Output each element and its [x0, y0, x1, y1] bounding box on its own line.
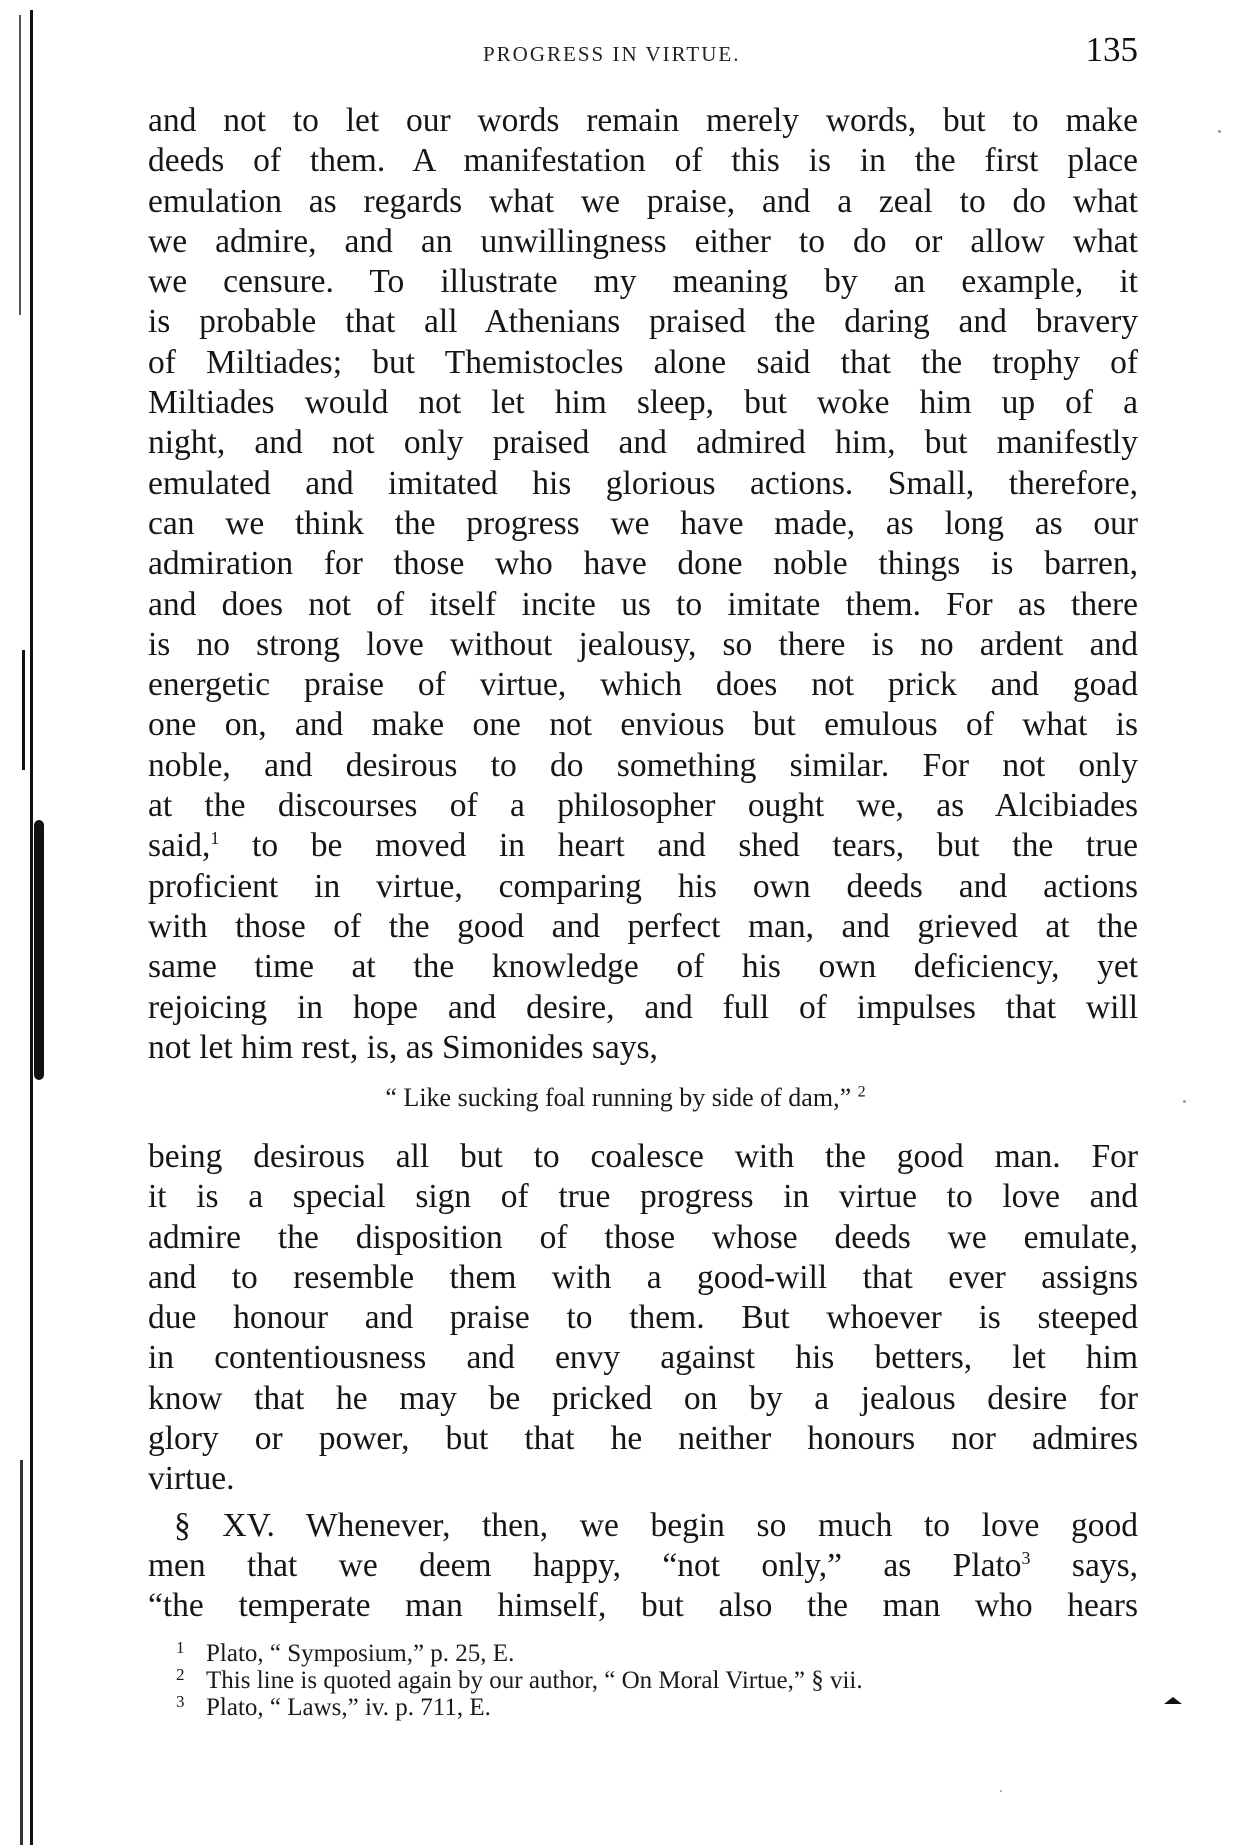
scan-speck	[1218, 130, 1221, 133]
text-line: it is a special sign of true progress in virtue to love and	[148, 1178, 1138, 1216]
text-line: energetic praise of virtue, which does not prick and goad	[148, 666, 1138, 704]
footnote-text: Plato, “ Laws,” iv. p. 711, E.	[206, 1694, 491, 1721]
text-line: one on, and make one not envious but emulous of what is	[148, 706, 1138, 744]
text-line: glory or power, but that he neither honours nor admires	[148, 1420, 1138, 1458]
running-title: PROGRESS IN VIRTUE.	[483, 42, 741, 66]
text-line: we censure. To illustrate my meaning by an example, it	[148, 263, 1138, 301]
text-line: Miltiades would not let him sleep, but woke him up of a	[148, 384, 1138, 422]
text-line: of Miltiades; but Themistocles alone said that the trophy of	[148, 343, 1138, 381]
text-line: and to resemble them with a good-will that ever assigns	[148, 1258, 1138, 1296]
footnote-number: 1	[176, 1638, 185, 1657]
text-line: virtue.	[148, 1460, 235, 1498]
text-line	[148, 1546, 1138, 1586]
text-line: emulation as regards what we praise, and a zeal to do what	[148, 182, 1138, 220]
text-line: emulated and imitated his glorious actions. Small, therefore,	[148, 464, 1138, 502]
text-line: proficient in virtue, comparing his own deeds and actions	[148, 867, 1138, 905]
ink-mark-icon	[1162, 1695, 1184, 1707]
text-line: we admire, and an unwillingness either to do or allow what	[148, 222, 1138, 260]
text-line: is probable that all Athenians praised the daring and bravery	[148, 303, 1138, 341]
footnote-number: 2	[176, 1665, 185, 1684]
text-line: and not to let our words remain merely words, but to make	[148, 102, 1138, 139]
paragraph-2	[148, 1137, 1138, 1627]
text-line: “the temperate man himself, but also the man who hears	[148, 1587, 1138, 1625]
text-fragment: says,	[1030, 1546, 1138, 1584]
binding-edge	[0, 0, 48, 1845]
text-line: with those of the good and perfect man, and grieved at the	[148, 907, 1138, 945]
text-line: and does not of itself incite us to imitate them. For as there	[148, 585, 1138, 623]
text-line: can we think the progress we have made, as long as our	[148, 504, 1138, 542]
text-line: at the discourses of a philosopher ought we, as Alcibiades	[148, 787, 1138, 825]
section-xv-line: § XV. Whenever, then, we begin so much to love good	[174, 1506, 1138, 1544]
text-line: being desirous all but to coalesce with the good man. For	[148, 1138, 1138, 1175]
footnote-ref-3[interactable]: 3	[1021, 1547, 1031, 1568]
footnote-text: This line is quoted again by our author, “ On Moral Virtue,” § vii.	[206, 1667, 863, 1694]
text-line: same time at the knowledge of his own deficiency, yet	[148, 948, 1138, 986]
text-line: noble, and desirous to do something similar. For not only	[148, 746, 1138, 784]
text-line: rejoicing in hope and desire, and full of impulses that will	[148, 988, 1138, 1026]
scan-speck	[1000, 1790, 1002, 1792]
text-line: is no strong love without jealousy, so there is no ardent and	[148, 625, 1138, 663]
footnote-ref-2[interactable]: 2	[857, 1083, 866, 1101]
text-fragment: men that we deem happy, “not only,” as Plato	[148, 1546, 1022, 1584]
text-line: not let him rest, is, as Simonides says,	[148, 1028, 658, 1066]
text-line: know that he may be pricked on by a jealous desire for	[148, 1379, 1138, 1417]
footnote-ref-1[interactable]: 1	[210, 828, 220, 849]
footnote-text: Plato, “ Symposium,” p. 25, E.	[206, 1640, 515, 1667]
footnote-3	[176, 1694, 1176, 1721]
page-number: 135	[1085, 30, 1138, 69]
text-fragment: said,	[148, 827, 211, 865]
paragraph-1	[148, 101, 1138, 1068]
verse-quotation	[0, 1083, 1251, 1113]
text-line: night, and not only praised and admired him, but manifestly	[148, 424, 1138, 462]
text-line: in contentiousness and envy against his betters, let him	[148, 1339, 1138, 1377]
quotation-text: “ Like sucking foal running by side of dam,”	[385, 1083, 852, 1112]
text-line	[148, 826, 1138, 866]
text-fragment: to be moved in heart and shed tears, but the true	[219, 827, 1138, 865]
text-line: deeds of them. A manifestation of this is in the first place	[148, 142, 1138, 180]
footnote-2	[176, 1667, 1176, 1694]
page-header	[148, 30, 1138, 80]
footnote-number: 3	[176, 1692, 185, 1711]
text-line: admiration for those who have done noble things is barren,	[148, 545, 1138, 583]
text-line: due honour and praise to them. But whoever is steeped	[148, 1299, 1138, 1337]
text-line: admire the disposition of those whose deeds we emulate,	[148, 1218, 1138, 1256]
footnote-1	[176, 1640, 1176, 1667]
footnotes	[176, 1640, 1176, 1721]
